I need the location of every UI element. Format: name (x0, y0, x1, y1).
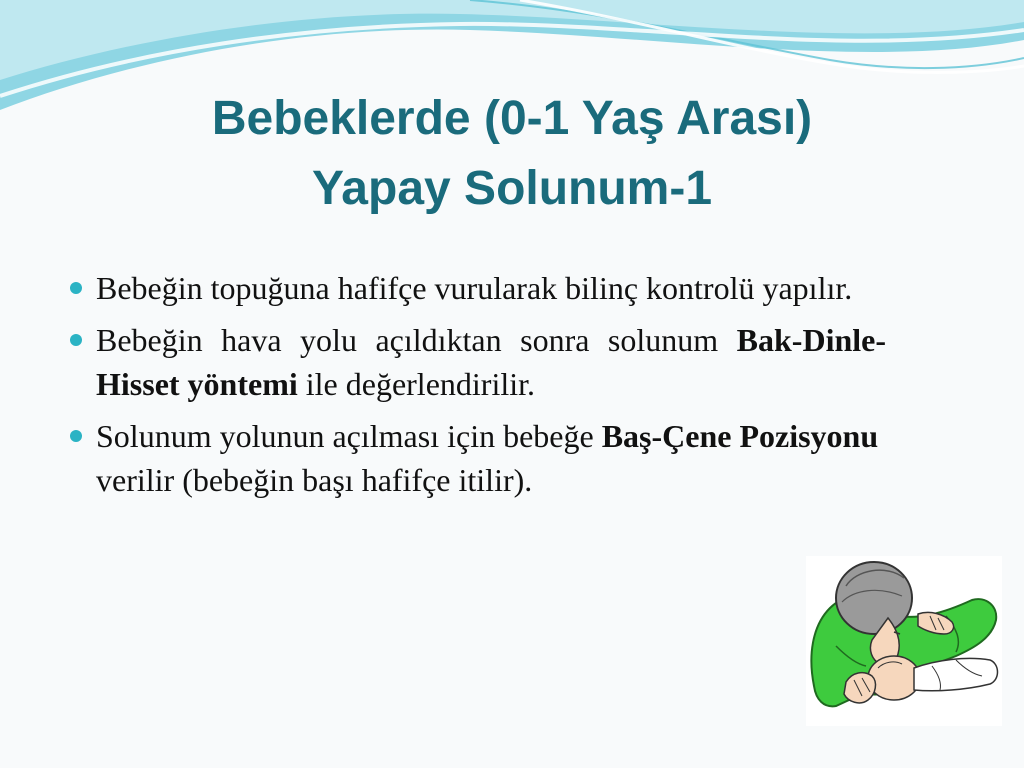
slide-title (80, 84, 944, 224)
title-line-2: Yapay Solunum-1 (311, 162, 713, 215)
bullet-3-bold: Baş-Çene Pozisyonu (601, 418, 879, 454)
bullet-item-2 (66, 318, 886, 406)
bullet-1-text: Bebeğin topuğuna hafifçe vurularak bilinç kontrolü yapılır. (96, 270, 853, 306)
bullet-dot-icon (70, 334, 82, 346)
bullet-item-1 (66, 266, 886, 310)
title-line-1: Bebeklerde (0-1 Yaş Arası) (211, 92, 813, 145)
bullet-list (66, 266, 886, 510)
bullet-dot-icon (70, 430, 82, 442)
bullet-2-text-b: ile değerlendirilir. (297, 366, 535, 402)
bullet-3-text-b: verilir (bebeğin başı hafifçe itilir). (96, 462, 533, 498)
rescuer-infant-cpr-illustration (806, 556, 1002, 726)
bullet-3-text-a: Solunum yolunun açılması için bebeğe (96, 418, 602, 454)
bullet-dot-icon (70, 282, 82, 294)
bullet-2-text-a: Bebeğin hava yolu açıldıktan sonra solunum (96, 322, 737, 358)
bullet-2-bold: Bak-Dinle-Hisset yöntemi (96, 322, 886, 402)
bullet-item-3 (66, 414, 886, 502)
